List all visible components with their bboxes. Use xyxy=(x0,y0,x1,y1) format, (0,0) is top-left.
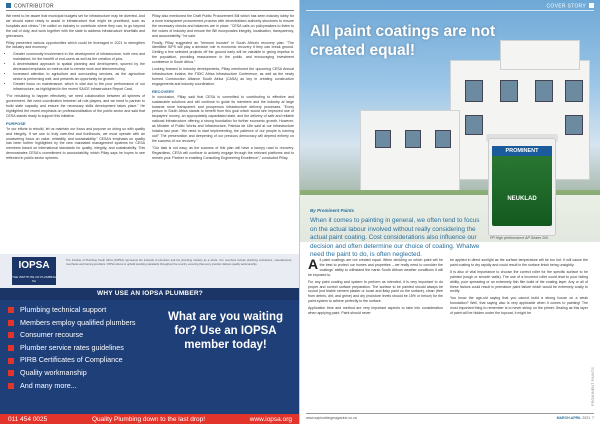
list-item-label: PIRB Certificates of Compliance xyxy=(20,355,123,365)
left-column-2 xyxy=(152,14,294,162)
paragraph: Application time and method are very important aspects to take into consideration when applying paint. Paint should never xyxy=(308,306,443,316)
bucket-product: NEUKLAD xyxy=(507,196,537,202)
right-column-2 xyxy=(450,258,588,316)
bullet-square-icon xyxy=(8,358,14,364)
window-shape xyxy=(565,115,583,135)
advert-phone[interactable]: 011 454 0025 xyxy=(8,416,48,423)
list-item xyxy=(8,354,158,367)
logo-subtitle: THE INSTITUTE OF PLUMBING SA xyxy=(12,275,56,283)
section-marker-icon xyxy=(589,3,594,8)
bucket-brand: PROMINENT xyxy=(492,146,552,156)
window-shape xyxy=(465,80,483,102)
bullet-square-icon xyxy=(8,370,14,376)
list-item xyxy=(8,367,158,380)
list-item xyxy=(8,304,158,317)
footer-url[interactable]: www.saplumbingmagazine.co.za xyxy=(306,415,357,420)
paragraph: "In our efforts to rebuild, let us maintain our focus and purpose on doing so with quality and integrity. If we use to truly care-first and livelihoods, we must operate with an unwavering focus on value, reliability, and sustainability." CESA's emphasis on quality has been further highlighted by the new mandated management systems for CESA members based on international standards for quality, integrity, and sustainability. This demonstrates CESA's commitment to accountability, which Pillay says he hopes to see reflected in public sector spheres. xyxy=(6,126,145,161)
list-item xyxy=(8,342,158,355)
list-item: • A decentralised approach to spatial planning and development, spurred by the decreased emphasis on metros due to remote work and telecommuting. xyxy=(13,62,145,72)
paragraph: For any paint coating and system to perform as intended, it is very important to do proper and correct surface preparation. The surface to be painted should always be sound (not friable cement plaster or loose and flaky paint on the surface), clean (free from debris, dirt, and grime) and dry (moisture levels should be 15% or below) for the paint system to adhere perfectly to the surface. xyxy=(308,279,443,304)
list-item: • Increased attention to agriculture and surrounding services, as the agriculture sector is performing well, and presents an opportunity for growth. xyxy=(13,72,145,82)
advert-call-to-action: What are you waiting for? Use an IOPSA member today! xyxy=(167,311,283,351)
advert-footer xyxy=(0,414,300,424)
window-shape xyxy=(465,115,483,135)
advert-band-title: WHY USE AN IOPSA PLUMBER? xyxy=(0,288,300,300)
window-shape xyxy=(535,80,553,102)
article-lead: When it comes to painting in general, we often tend to focus on the actual labour involved without really considering the actual paint coating. Cost considerations also influence our decision and often determine our choice of coating. Whatwe need the paint to do, is often neglected. xyxy=(310,217,480,259)
iopsa-advert[interactable] xyxy=(0,253,300,424)
paragraph: It is also of vital importance to choose the correct roller for the specific surface to be painted (rough or smooth walls). The use of a incorrect roller could lead to poor hiding ability, poor spreading or an extremely thin film build of the coating layer. Any or all of these factors could result in premature paint failure which would be extremely costly to rectify. xyxy=(450,269,588,294)
list-item-label: Consumer recourse xyxy=(20,330,84,340)
window-shape xyxy=(405,130,421,148)
list-item xyxy=(8,329,158,342)
iopsa-logo xyxy=(12,257,56,285)
paragraph: ll paint coatings are not created equal. When deciding on which paint will be the best to protect our homes and properties – we really need to consider the coatings' ability to withstand the harsh South African weather conditions it will be exposed to. xyxy=(308,258,443,277)
paragraph: "For rebuilding to happen effectively, we need collaboration between all spheres of government. We need coordination between all role players, and we need to partner to build state capacity and ensure the necessary skills development takes place." He highlighted the recent emphasis on professionalisation of the public sector and said that CESA stands ready to support this initiative. xyxy=(6,94,145,118)
paragraph: "Our task is not easy, as the success of this plan will have a bumpy road to recovery. Regardless, CESA will continue to actively engage through the relevant platforms and to remain your 'Partner in enabling Consulting Engineering Excellence'," concluded Pillay. xyxy=(152,145,294,160)
bullet-square-icon xyxy=(8,345,14,351)
paragraph: be applied in direct sunlight as the surface temperature will be too hot. It will cause the paint coating to dry rapidly and could result in the surface finish being unsightly. xyxy=(450,258,588,267)
right-column-1 xyxy=(308,258,443,316)
advert-top-panel xyxy=(0,254,300,288)
paragraph: Finally, Pillay suggested an "immune booster" in South Africa's recovery plan: "The Identified SIPS will play a decisive role in economic recovery if they can break ground. Getting a few selected projects off the ground early will be valuable in giving impetus to the population, providing reassurance to the public, and encouraging investment confidence in South Africa." xyxy=(152,40,294,65)
advert-benefits-list xyxy=(8,304,158,392)
advert-tagline: Quality Plumbing down to the last drop! xyxy=(91,416,206,423)
page-footer xyxy=(306,413,594,420)
paragraph: In conclusion, Pillay said that CESA is committed to contributing to effective and sustainable solutions and will continue to guide its members and the industry at large towards more transparent and prosperous infrastructure delivery processes. "Every person in South Africa stands to benefit from this goal which would see improved use of taxpayers' money, an appropriately capacitated state, and the delivery of safe and reliable national infrastructure offering a strong foundation for further economic growth. However, as Minister of Public Works and Infrastructure, Patricia de Lille said at our Infrastructure Indaba last year: "We need to start implementing, the patience of our people is running out!" The preservation and deepening of our precious democracy will depend entirely on the success of our recovery." xyxy=(152,94,294,143)
article-title: All paint coatings are not created equal! xyxy=(310,23,496,59)
building-shape xyxy=(360,110,460,200)
heading-recovery: RECOVERY xyxy=(152,88,175,94)
paragraph: You know the age-old saying that you cannot build a strong house on a weak foundation? Well, that saying also is very applicable when it comes to painting! The most important thing to remember is to never skimp on the primer. Sealing as this layer of paint will be hidden under the topcoat, it might be xyxy=(450,296,588,316)
page-number: 7 xyxy=(592,415,594,420)
paragraph: Pillay presented various opportunities which could be leveraged in 2021 to strengthen the industry and economy: xyxy=(6,40,145,50)
section-header-contributor xyxy=(6,3,294,11)
list-item-label: And many more... xyxy=(20,380,77,390)
right-page xyxy=(300,0,600,424)
left-column-1 xyxy=(6,14,145,163)
bullet-square-icon xyxy=(8,383,14,389)
list-item: • Greater focus on maintenance, which is vital due to the poor performance of our infrastructure, as highlighted in the recent SAICE Infrastructure Report Card. xyxy=(13,82,145,92)
side-vertical-text: PROMINENT PAINTS xyxy=(591,366,595,406)
list-item-label: Members employ qualified plumbers xyxy=(20,317,136,327)
window-shape xyxy=(375,130,391,148)
advert-website-link[interactable]: www.iopsa.org xyxy=(249,416,292,423)
paint-bucket-label xyxy=(492,146,552,226)
section-label: CONTRIBUTOR xyxy=(14,3,54,10)
list-item: • Greater community involvement in the development of infrastructure, both new and maintained, for the benefit of end-users as well as the creation of jobs. xyxy=(13,52,145,62)
advert-intro-text: The Institute of Plumbing South Africa (IOPSA) represents the interests of plumbers and the plumbing industry as a whole. Our members include plumbing contractors, manufacturers, merchants and training providers. IOPSA strives to uphold plumbing standards throughout the country, ensuring that every plumber delivers quality workmanship. xyxy=(66,259,292,266)
footer-issue-label: MARCH-APRIL xyxy=(556,415,582,420)
bullet-square-icon xyxy=(8,320,14,326)
bullet-square-icon xyxy=(8,307,14,313)
paragraph: Pillay also mentioned the Draft Public Procurement Bill which has seen industry lobby for a more transparent procurement process with decentralised authority structures to ensure the necessary checks and balances are in place. "CESA calls on policymakers to listen to the voices of industry and ensure the Bill incorporates integrity, localisation, transparency, and accountability," he said. xyxy=(152,14,294,38)
paragraph: Looking forward to industry developments, Pillay mentioned the upcoming CESA Annual Infrastructure Indaba, the FIDIC Africa Infrastructure Conference, as well as the newly formed Construction Alliance South Africa (CASA) as key in creating construction engagements and industry coordination. xyxy=(152,67,294,86)
list-item xyxy=(8,380,158,393)
section-header-cover-story xyxy=(306,3,594,11)
footer-issue xyxy=(557,416,594,420)
bullet-square-icon xyxy=(8,332,14,338)
footer-year: 2021 xyxy=(582,415,591,420)
paragraph: We need to be aware that municipal budgets set for infrastructure may be diverted. And we should stand ready to assist in infrastructure that might be prioritised, such as hospitals and clinics." He called on industry to contribute where they can, to go beyond the call of duty, and work together with the state to address infrastructure shortfalls and grievances. xyxy=(6,14,145,38)
heading-purpose: PURPOSE xyxy=(6,120,26,126)
drop-cap: A xyxy=(308,256,319,272)
window-shape xyxy=(565,80,583,102)
opportunity-list xyxy=(6,52,145,92)
section-label: COVER STORY xyxy=(546,3,586,10)
section-marker-icon xyxy=(6,3,11,8)
photo-caption: PP High performance AP Sealer 200 xyxy=(490,236,549,240)
logo-text: IOPSA xyxy=(18,260,50,271)
window-shape xyxy=(500,80,518,102)
list-item-label: Quality workmanship xyxy=(20,367,87,377)
article-byline: By Prominent Paints xyxy=(310,208,355,213)
window-shape xyxy=(435,130,451,148)
list-item xyxy=(8,317,158,330)
list-item-label: Plumbing technical support xyxy=(20,305,107,314)
list-item-label: Plumber service rates guidelines xyxy=(20,342,124,352)
